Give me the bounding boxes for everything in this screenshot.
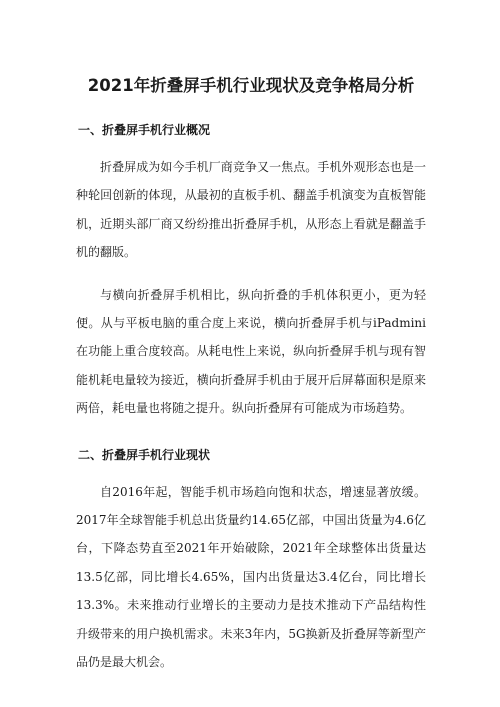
section-heading-overview: 一、折叠屏手机行业概况 bbox=[78, 123, 211, 137]
paragraph-overview-1: 折叠屏成为如今手机厂商竞争又一焦点。手机外观形态也是一种轮回创新的体现，从最初的直板手机、翻盖手机演变为直板智能机，近期头部厂商又纷纷推出折叠屏手机，从形态上看就是翻盖手机的翻版。 bbox=[76, 160, 426, 260]
paragraph-status-1: 自2016年起，智能手机市场趋向饱和状态，增速显著放缓。2017年全球智能手机总出货量约14.65亿部，中国出货量为4.6亿台，下降态势直至2021年开始破除，2021年全球整体出货量达13.5亿部，同比增长4.65%，国内出货量达3.4亿台，同比增长13.3%。未来推动行业增长的主要动力是技术推动下产品结构性升级带来的用户换机需求。未来3年内，5G换新及折叠屏等新型产品仍是最大机会。 bbox=[76, 484, 426, 670]
document-title: 2021年折叠屏手机行业现状及竞争格局分析 bbox=[87, 76, 415, 95]
paragraph-overview-2: 与横向折叠屏手机相比，纵向折叠的手机体积更小，更为轻便。从与平板电脑的重合度上来说，横向折叠屏手机与iPadmini在功能上重合度较高。从耗电性上来说，纵向折叠屏手机与现有智能机耗电量较为接近，横向折叠屏手机由于展开后屏幕面积是原来两倍，耗电量也将随之提升。纵向折叠屏有可能成为市场趋势。 bbox=[76, 287, 426, 416]
section-heading-status: 二、折叠屏手机行业现状 bbox=[78, 447, 211, 462]
